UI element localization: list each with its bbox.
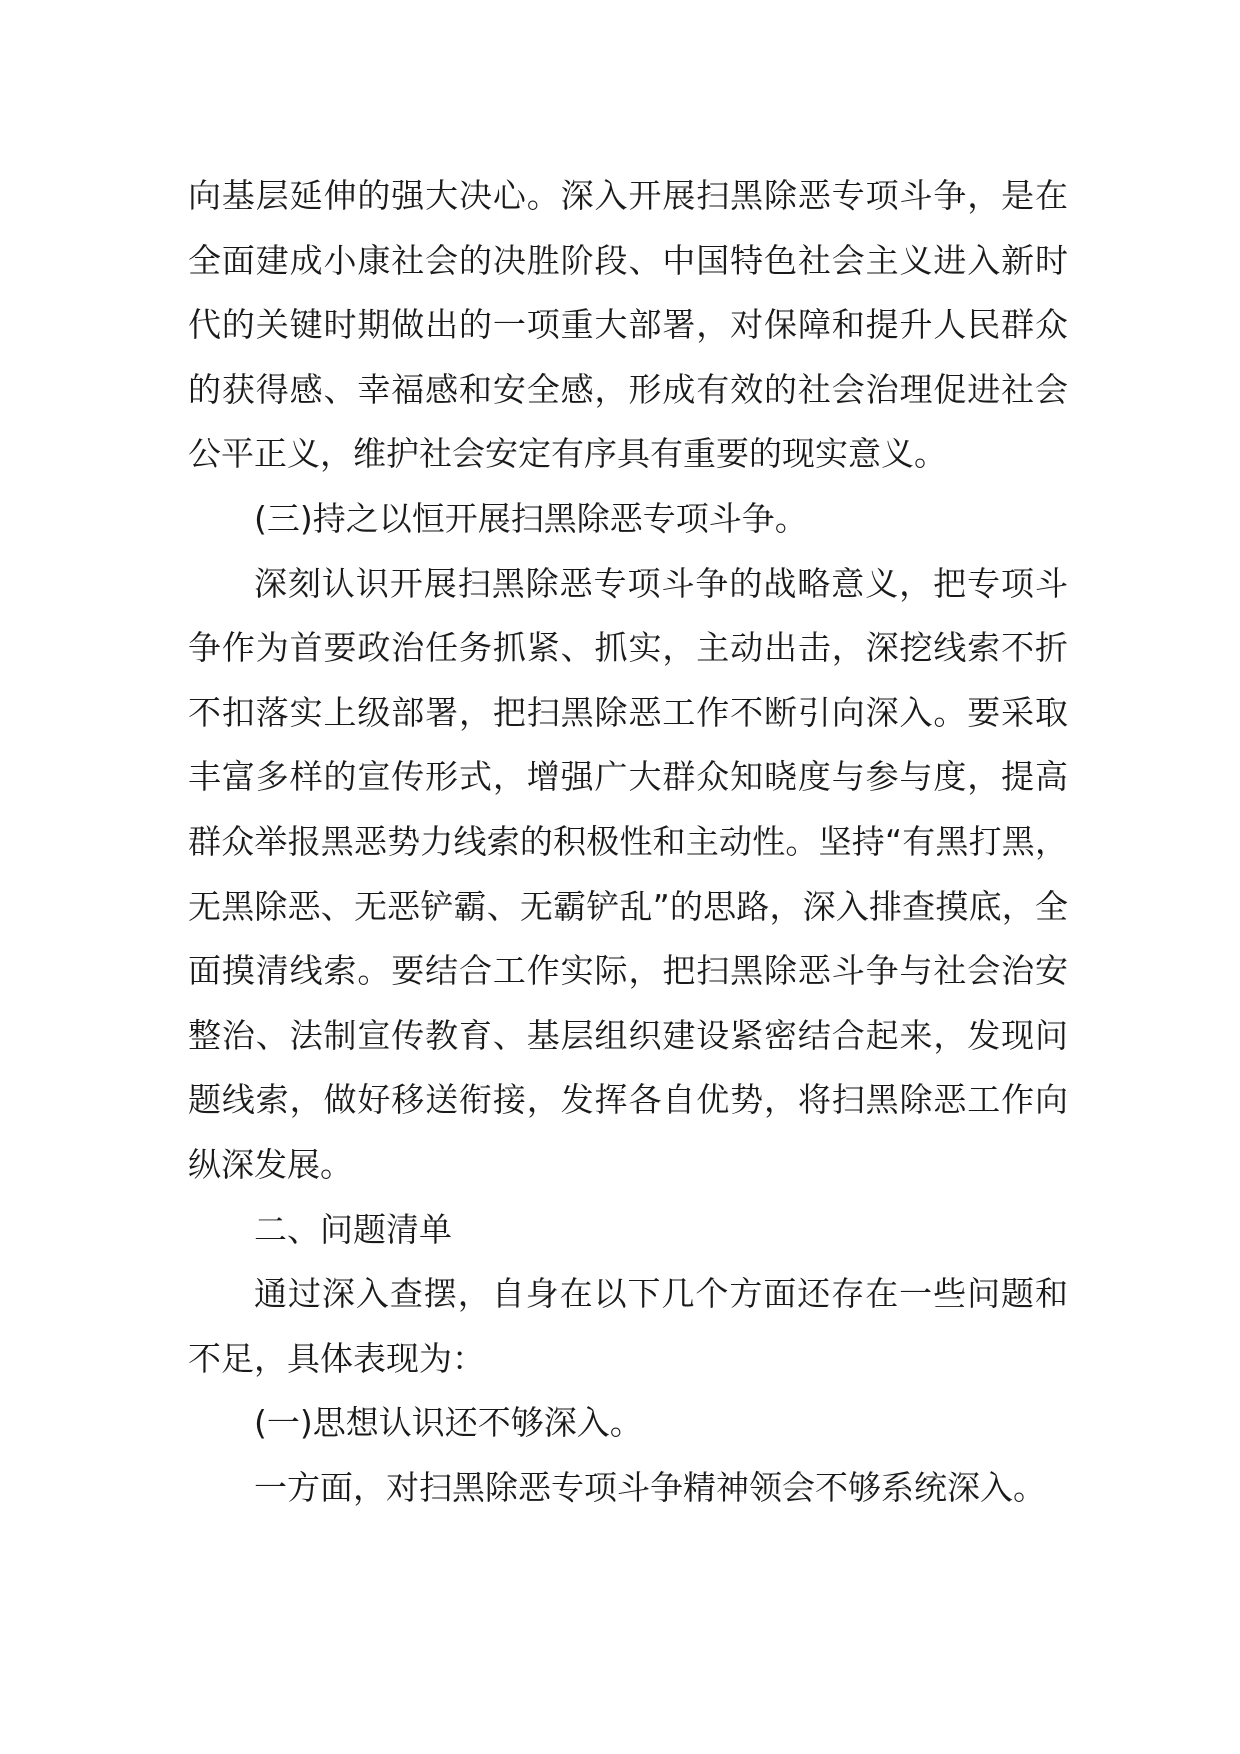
section-heading-1: (一)思想认识还不够深入。 — [254, 1403, 643, 1443]
body-paragraph: 向基层延伸的强大决心。深入开展扫黑除恶专项斗争，是在全面建成小康社会的决胜阶段、中国特色社会主义进入新时代的关键时期做出的一项重大部署，对保障和提升人民群众的获得感、幸福感和安全感，形成有效的社会治理促进社会公平正义，维护社会安定有序具有重要的现实意义。 — [188, 176, 1068, 474]
body-paragraph: 深刻认识开展扫黑除恶专项斗争的战略意义，把专项斗争作为首要政治任务抓紧、抓实，主动出击，深挖线索不折不扣落实上级部署，把扫黑除恶工作不断引向深入。要采取丰富多样的宣传形式，增强广大群众知晓度与参与度，提高群众举报黑恶势力线索的积极性和主动性。坚持“有黑打黑，无黑除恶、无恶铲霸、无霸铲乱”的思路，深入排查摸底，全面摸清线索。要结合工作实际，把扫黑除恶斗争与社会治安整治、法制宣传教育、基层组织建设紧密结合起来，发现问题线索，做好移送衔接，发挥各自优势，将扫黑除恶工作向纵深发展。 — [188, 563, 1068, 1184]
section-heading-3: (三)持之以恒开展扫黑除恶专项斗争。 — [254, 498, 808, 538]
body-paragraph: 一方面，对扫黑除恶专项斗争精神领会不够系统深入。 — [254, 1467, 1046, 1507]
body-paragraph: 通过深入查摆，自身在以下几个方面还存在一些问题和不足，具体表现为： — [188, 1274, 1068, 1378]
chapter-heading-2: 二、问题清单 — [254, 1209, 452, 1249]
document-body — [188, 164, 1068, 1520]
